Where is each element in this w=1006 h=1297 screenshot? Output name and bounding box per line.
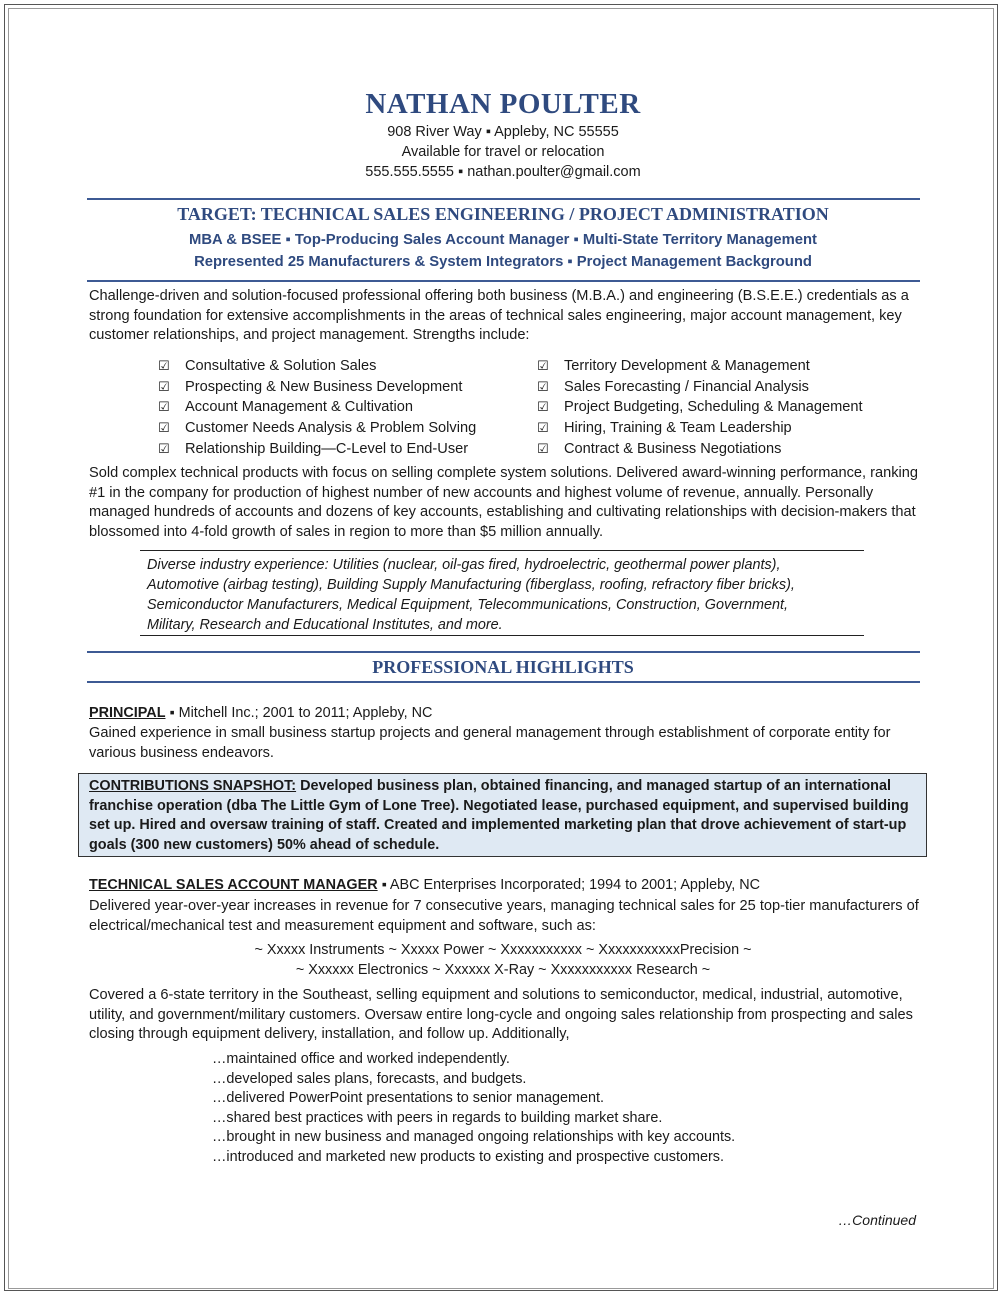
tagline-1: MBA & BSEE ▪ Top-Producing Sales Account Manager ▪ Multi-State Territory Management (189, 232, 817, 248)
highlights-bottom-rule (87, 681, 920, 683)
continued-note: …Continued (838, 1212, 916, 1228)
industry-experience (147, 555, 867, 635)
strengths-left-list (158, 356, 476, 460)
list-item: …delivered PowerPoint presentations to senior management. (212, 1090, 604, 1107)
job1-description: Gained experience in small business startup projects and general management through establishment of corporate entity for various business endeavors. (89, 725, 891, 761)
territory-paragraph: Covered a 6-state territory in the Southeast, selling equipment and solutions to semiconductor, medical, industrial, automotive, utility, and government/military customers. Oversaw entire long-cycle and ongoing sales relationship from prospecting and sales closing through equipment delivery, installation, and follow up. Additionally, (89, 987, 913, 1043)
contributions-snapshot-box (78, 773, 927, 857)
address: 908 River Way ▪ Appleby, NC 55555 (387, 124, 619, 140)
contributions-label: CONTRIBUTIONS SNAPSHOT: (89, 778, 297, 794)
strength-item: ☑ Account Management & Cultivation (158, 399, 413, 416)
list-item: …maintained office and worked independently. (212, 1051, 510, 1067)
target-title: TARGET: TECHNICAL SALES ENGINEERING / PROJECT ADMINISTRATION (177, 204, 829, 224)
client-list-line-1: ~ Xxxxx Instruments ~ Xxxxx Power ~ Xxxxxxxxxxx ~ XxxxxxxxxxxPrecision ~ (254, 942, 752, 958)
industry-top-rule (140, 550, 864, 551)
strength-item: ☑ Sales Forecasting / Financial Analysis (537, 378, 809, 395)
industry-line: Military, Research and Educational Institutes, and more. (147, 617, 503, 633)
phone-email: 555.555.5555 ▪ nathan.poulter@gmail.com (365, 164, 641, 180)
industry-bottom-rule (140, 635, 864, 636)
list-item: …developed sales plans, forecasts, and budgets. (212, 1070, 527, 1087)
job2-description: Delivered year-over-year increases in revenue for 7 consecutive years, managing technical sales for 25 top-tier manufacturers of electrical/mechanical test and measurement equipment and software, such as: (89, 898, 919, 934)
strength-item: ☑ Contract & Business Negotiations (537, 440, 782, 457)
checkbox-icon: ☑ (537, 399, 549, 415)
target-divider (87, 280, 920, 282)
industry-line: Semiconductor Manufacturers, Medical Equipment, Telecommunications, Construction, Government, (147, 597, 788, 613)
checkbox-icon: ☑ (158, 399, 170, 415)
strengths-right-list (537, 356, 863, 460)
checkbox-icon: ☑ (537, 440, 549, 456)
list-item: …shared best practices with peers in regards to building market share. (212, 1109, 663, 1126)
job1-header (89, 705, 432, 721)
job1-title: PRINCIPAL (89, 705, 166, 721)
checkbox-icon: ☑ (537, 358, 549, 373)
summary-intro: Challenge-driven and solution-focused professional offering both business (M.B.A.) and engineering (B.S.E.E.) credentials as a strong foundation for extensive accomplishments in the areas of technical sales engineering, major account management, key customer relationships, and project management. Strengths include: (89, 288, 909, 344)
performance-paragraph: Sold complex technical products with focus on selling complete system solutions. Delivered award-winning performance, ranking #1 in the company for production of highest number of new accounts and highest volume of revenue, annually. Personally managed hundreds of accounts and dozens of key accounts, establishing and cultivating relationships with decision-makers that blossomed into 4-fold growth of sales in region to more than $5 million annually. (89, 465, 919, 540)
job2-details: ▪ ABC Enterprises Incorporated; 1994 to 2001; Appleby, NC (377, 877, 761, 893)
strength-item: ☑ Territory Development & Management (537, 358, 810, 374)
availability: Available for travel or relocation (401, 144, 605, 160)
strength-item: ☑ Hiring, Training & Team Leadership (537, 420, 792, 437)
contributions-text: Developed business plan, obtained financing, and managed startup of an international franchise operation (dba The Little Gym of Lone Tree). Negotiated lease, purchased equipment, and supervised building set up. Hired and oversaw training of staff. Created and implemented marketing plan that drove achievement of start-up goals (300 new customers) 50% ahead of schedule. (89, 778, 909, 853)
strength-item: ☑ Project Budgeting, Scheduling & Management (537, 399, 863, 416)
checkbox-icon: ☑ (537, 378, 549, 394)
checkbox-icon: ☑ (537, 420, 549, 436)
job2-title: TECHNICAL SALES ACCOUNT MANAGER (89, 877, 378, 893)
additional-duties-list (212, 1050, 735, 1168)
strength-item: ☑ Relationship Building—C-Level to End-User (158, 440, 469, 457)
list-item: …introduced and marketed new products to existing and prospective customers. (212, 1148, 724, 1165)
list-item: …brought in new business and managed ongoing relationships with key accounts. (212, 1129, 736, 1146)
section-title-highlights: PROFESSIONAL HIGHLIGHTS (372, 657, 634, 677)
highlights-top-rule (87, 651, 920, 653)
candidate-name: NATHAN POULTER (365, 88, 641, 120)
industry-line: Automotive (airbag testing), Building Supply Manufacturing (fiberglass, roofing, refractory fiber bricks), (147, 577, 795, 593)
checkbox-icon: ☑ (158, 420, 170, 436)
checkbox-icon: ☑ (158, 358, 170, 373)
strength-item: ☑ Prospecting & New Business Development (158, 378, 463, 395)
checkbox-icon: ☑ (158, 440, 170, 456)
tagline-2: Represented 25 Manufacturers & System Integrators ▪ Project Management Background (194, 254, 812, 270)
checkbox-icon: ☑ (158, 378, 170, 394)
client-list-line-2: ~ Xxxxxx Electronics ~ Xxxxxx X-Ray ~ Xxxxxxxxxxx Research ~ (295, 962, 711, 978)
industry-line: Diverse industry experience: Utilities (nuclear, oil-gas fired, hydroelectric, geothermal power plants), (147, 557, 781, 573)
job2-header (89, 877, 760, 893)
strength-item: ☑ Customer Needs Analysis & Problem Solving (158, 420, 477, 437)
job1-details: ▪ Mitchell Inc.; 2001 to 2011; Appleby, NC (165, 705, 433, 721)
header-divider (87, 198, 920, 200)
strength-item: ☑ Consultative & Solution Sales (158, 358, 377, 374)
